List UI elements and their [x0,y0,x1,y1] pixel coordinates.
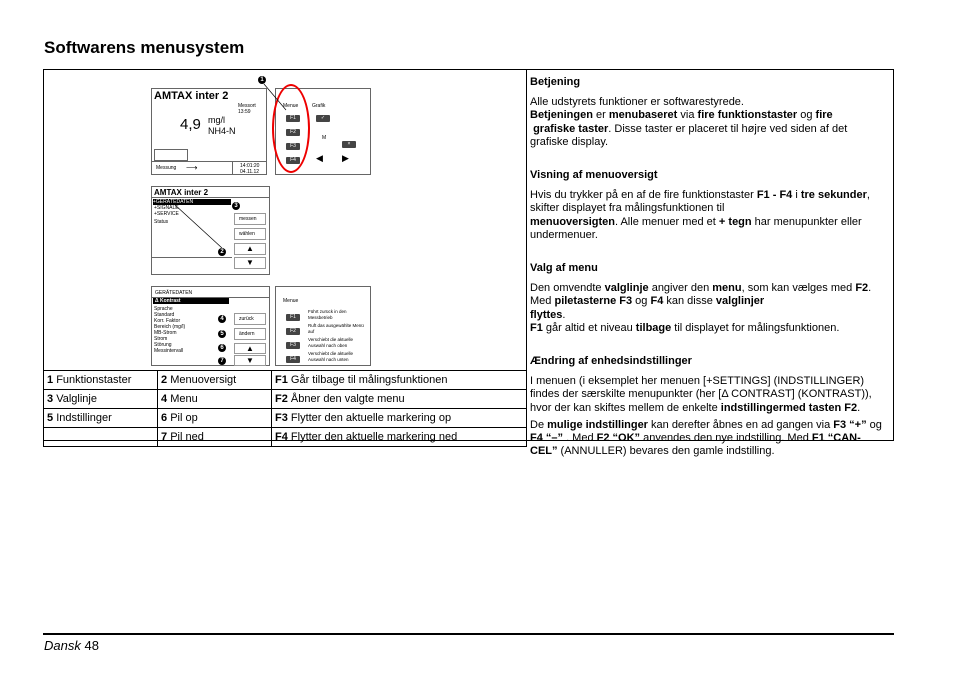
key-f2-3[interactable]: F2 [286,328,300,335]
waehlen-button[interactable]: wählen [234,228,266,240]
figure-settings-keys [275,286,371,366]
header-divider [152,197,269,198]
bottom-divider [152,161,266,162]
paragraph: De mulige indstillinger kan derefter åbnes en ad gangen via F3 “+” og F4 “–” . Med F2 “OK” anvendes den nye indstilling. Med F1 “CAN-CEL” (ANNULLER) bevares den gamle indstilling. [530,418,882,458]
paragraph: Hvis du trykker på en af de fire funktionstaster F1 - F4 i tre sekunder, skifter displayet fra målingsfunktionen til menuoversigten. Alle menuer med et + tegn har menupunkter eller undermenuer. [530,189,870,241]
menue-label: Menue [283,103,299,109]
m-label: M [322,135,327,141]
settings-item[interactable]: Messintervall [154,348,184,354]
menue-label-3: Menue [283,298,299,304]
device-name-2: AMTAX inter 2 [154,188,209,197]
settings-item[interactable]: Korr. Faktor [154,318,181,324]
section-visning [530,169,888,242]
section-valg [530,262,888,335]
settings-item[interactable]: Sprache [154,306,173,312]
callout-2: 2 [218,248,226,256]
figure-settings-menu [151,286,270,366]
device-name: AMTAX inter 2 [154,90,229,102]
settings-item[interactable]: MB-Strom [154,330,177,336]
paragraph: I menuen (i eksemplet her menuen [+SETTINGS] (INDSTILLINGER) findes der særskilte menupunkter (her [Δ CONTRAST] (KONTRAST)), hvor der kan skiftes mellem de enkelte indstillingermed tasten F2. [530,375,872,414]
arrow-up-button[interactable]: ▲ [234,243,266,255]
callout-1-line [260,80,290,120]
arrow-right-key-icon[interactable]: ▶ [342,153,349,163]
callout-2-line [170,200,230,252]
messort-label: Messort [238,103,256,109]
heading-valg: Valg af menu [530,262,598,275]
menu-item[interactable]: +SIGNALE [154,205,179,211]
aendern-button[interactable]: ändern [234,328,266,340]
legend-cell: F2 Åbner den valgte menu [272,390,527,409]
callout-3: 3 [232,202,240,210]
legend-cell: 4 Menu [158,390,272,409]
legend-cell [44,428,158,447]
settings-item-selected[interactable]: Δ Kontrast [153,298,229,304]
key-check[interactable]: ✓ [316,115,330,122]
heading-betjening: Betjening [530,76,581,88]
arrow-down-button[interactable]: ▼ [234,257,266,269]
key-desc-f2: Ruft das ausgewählte Menü auf [308,323,364,334]
paragraph: Betjeningen er menubaseret via fire funktionstaster og fire grafiske taster. Disse taster er placeret til højre ved siden af det grafiske display. [530,109,848,148]
vertical-divider [232,161,233,175]
bottom-divider-2 [152,257,232,258]
legend-cell: 7 Pil ned [158,428,272,447]
instructions-column [530,76,888,458]
settings-item[interactable]: Strom [154,336,168,342]
callout-5: 5 [218,330,226,338]
key-f4[interactable]: F4 [286,157,300,164]
arrow-down-button-3[interactable]: ▼ [234,355,266,366]
messen-button[interactable]: messen [234,213,266,225]
key-desc-f3: Verschiebt die aktuelle Auswahl nach oben [308,337,354,348]
key-desc-f4: Verschiebt die aktuelle Auswahl nach unten [308,351,354,362]
heading-aendring: Ændring af enhedsindstillinger [530,355,692,368]
key-f2[interactable]: F2 [286,129,300,136]
key-desc-f1: Führt zurück in den Messbetrieb [308,309,347,320]
callout-7: 7 [218,357,226,365]
key-f1-3[interactable]: F1 [286,314,300,321]
unit-nh4n: NH4-N [208,126,236,136]
table-row [44,390,527,409]
legend-cell: F3 Flytter den aktuelle markering op [272,409,527,428]
datetime-time: 14:01:20 [240,163,260,169]
paragraph: Alle udstyrets funktioner er softwarestyrede. [530,96,744,109]
arrow-right-icon: ⟶ [186,163,198,172]
menu-item[interactable]: +SERVICE [154,211,179,217]
messung-label: Messung [156,165,177,171]
section-betjening [530,76,888,149]
settings-item[interactable]: Störung [154,342,172,348]
settings-title: GERÄTEDATEN [155,290,193,296]
footer [44,638,99,653]
legend-cell: 1 Funktionstaster [44,371,158,390]
heading-visning: Visning af menuoversigt [530,169,658,182]
legend-table [43,370,527,447]
legend-cell: 5 Indstillinger [44,409,158,428]
table-row [44,409,527,428]
datetime-date: 04.11.12 [240,169,260,175]
page-title: Softwarens menusystem [44,38,245,57]
callout-6: 6 [218,344,226,352]
figure-measurement-display [151,88,267,175]
legend-cell: F1 Går tilbage til målingsfunktionen [272,371,527,390]
paragraph: Den omvendte valglinje angiver den menu, som kan vælges med F2. Med piletasterne F3 og F4 kan disse valglinjer flyttes. F1 går altid et niveau tilbage til displayet for målingsfunktionen. [530,282,872,334]
page-number: 48 [84,638,99,653]
footer-language: Dansk [44,638,81,653]
settings-item[interactable]: Bereich (mg/l) [154,324,186,330]
key-x[interactable]: × [342,141,356,148]
callout-4: 4 [218,315,226,323]
callout-1: 1 [258,76,266,84]
footer-rule [43,633,894,635]
measured-value: 4,9 [180,116,201,133]
settings-item[interactable]: Standard [154,312,175,318]
messort-time: 13:59 [238,109,251,115]
key-f3-3[interactable]: F3 [286,342,300,349]
zurueck-button[interactable]: zurück [234,313,266,325]
legend-cell: 2 Menuoversigt [158,371,272,390]
grafik-label: Grafik [312,103,326,109]
arrow-left-icon[interactable]: ◀ [316,153,323,163]
key-f3[interactable]: F3 [286,143,300,150]
section-aendring [530,355,888,458]
unit-mgl: mg/l [208,115,226,125]
key-f4-3[interactable]: F4 [286,356,300,363]
table-row [44,428,527,447]
menu-item[interactable]: Status [154,219,169,225]
menu-item-selected[interactable]: +GERÄTEDATEN [153,199,231,205]
legend-cell: F4 Flytter den aktuelle markering ned [272,428,527,447]
status-box [154,149,188,161]
legend-cell: 3 Valglinje [44,390,158,409]
key-f1[interactable]: F1 [286,115,300,122]
table-row [44,371,527,390]
arrow-up-button-3[interactable]: ▲ [234,343,266,354]
legend-cell: 6 Pil op [158,409,272,428]
